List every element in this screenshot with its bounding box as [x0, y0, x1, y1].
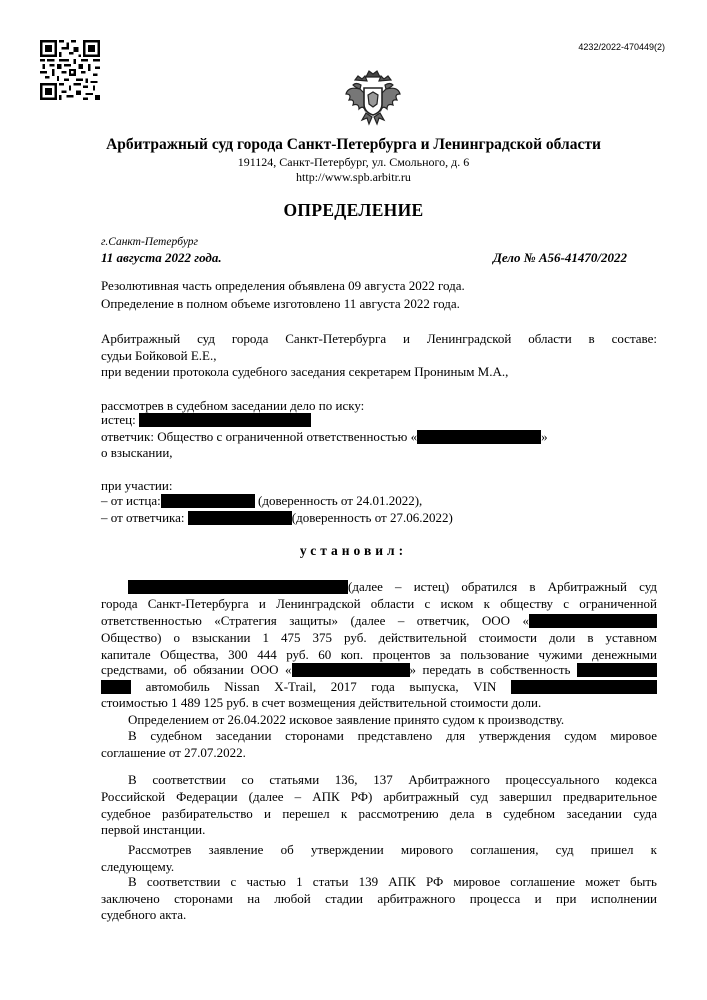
- attendance-plaintiff-suffix: (доверенность от 24.01.2022),: [258, 493, 423, 508]
- composition-line-2: судьи Бойковой Е.Е.,: [101, 348, 217, 363]
- body-p3-line-2: соглашение от 27.07.2022.: [101, 745, 246, 760]
- body-p4-line-4: первой инстанции.: [101, 822, 206, 837]
- body-p1-l3-text: ответственностью «Стратегия защиты» (далее – ответчик, ООО «: [101, 613, 529, 628]
- body-p1-l1-text: (далее – истец) обратился в Арбитражный суд: [348, 579, 657, 594]
- redaction-block: [139, 413, 311, 427]
- body-p1-line-4: Общество) о взыскании 1 475 375 руб. действительной стоимости доли в уставном: [101, 630, 657, 645]
- subject-line: о взыскании,: [101, 445, 173, 460]
- defendant-suffix: »: [541, 429, 548, 444]
- body-p2: Определением от 26.04.2022 исковое заявление принято судом к производству.: [128, 712, 565, 727]
- composition-line-3: при ведении протокола судебного заседания секретарем Прониным М.А.,: [101, 364, 509, 379]
- redaction-block: [161, 494, 255, 508]
- intro-line-1: Резолютивная часть определения объявлена 09 августа 2022 года.: [101, 278, 465, 293]
- decision-date: 11 августа 2022 года.: [101, 250, 222, 265]
- body-p1-l6-mid: » передать в собственность: [409, 662, 571, 677]
- redaction-block: [101, 680, 131, 694]
- qr-code: [40, 40, 100, 100]
- document-title: ОПРЕДЕЛЕНИЕ: [283, 200, 424, 220]
- plaintiff-line: [101, 412, 311, 428]
- redaction-block: [292, 663, 410, 677]
- redaction-block: [529, 614, 657, 628]
- redaction-block: [577, 663, 657, 677]
- body-p3-line-1: В судебном заседании сторонами представлено для утверждения судом мировое: [128, 728, 657, 743]
- body-p5-line-2: следующему.: [101, 859, 175, 874]
- body-p6-line-2: заключено сторонами на любой стадии арбитражного процесса и при исполнении: [101, 891, 657, 906]
- body-p1-line-7: [101, 679, 657, 695]
- document-number: 4232/2022-470449(2): [578, 42, 665, 52]
- body-p1-line-5: капитале Общества, 300 444 руб. 60 коп. процентов за пользование чужими денежными: [101, 647, 657, 662]
- considered-line: рассмотрев в судебном заседании дело по иску:: [101, 398, 365, 413]
- plaintiff-label: истец:: [101, 412, 136, 427]
- redaction-block: [188, 511, 292, 525]
- body-p1-line-2: города Санкт-Петербурга и Ленинградской области с иском к обществу с ограниченной: [101, 596, 657, 611]
- body-p6-line-1: В соответствии с частью 1 статьи 139 АПК РФ мировое соглашение может быть: [128, 874, 657, 889]
- body-p4-line-1: В соответствии со статьями 136, 137 Арбитражного процессуального кодекса: [128, 772, 657, 787]
- body-p1-line-8: стоимостью 1 489 125 руб. в счет возмещения действительной стоимости доли.: [101, 695, 542, 710]
- body-p1-line-1: [128, 579, 657, 595]
- body-p1-l6-prefix: средствами, об обязании ООО «: [101, 662, 292, 677]
- body-p5-line-1: Рассмотрев заявление об утверждении мирового соглашения, суд пришел к: [128, 842, 657, 857]
- redaction-block: [128, 580, 348, 594]
- body-p4-line-2: Российской Федерации (далее – АПК РФ) арбитражный суд завершил предварительное: [101, 789, 657, 804]
- established-heading: установил:: [299, 543, 408, 558]
- attendance-defendant-suffix: (доверенность от 27.06.2022): [291, 510, 453, 525]
- case-number: Дело № А56-41470/2022: [492, 250, 627, 265]
- body-p1-line-6: [101, 662, 657, 678]
- body-p4-line-3: судебное разбирательство и перешел к рассмотрению дела в судебном заседании суда: [101, 806, 657, 821]
- court-website: http://www.spb.arbitr.ru: [296, 170, 411, 184]
- body-p1-l7-text: автомобиль Nissan X-Trail, 2017 года выпуска, VIN: [145, 679, 497, 694]
- redaction-block: [417, 430, 541, 444]
- attendance-plaintiff: [101, 493, 422, 509]
- court-address: 191124, Санкт-Петербург, ул. Смольного, д. 6: [237, 155, 470, 169]
- defendant-line: [101, 429, 548, 445]
- intro-line-2: Определение в полном объеме изготовлено 11 августа 2022 года.: [101, 296, 460, 311]
- coat-of-arms-icon: [344, 68, 402, 128]
- composition-line-1: Арбитражный суд города Санкт-Петербурга и Ленинградской области в составе:: [101, 331, 657, 346]
- redaction-block: [511, 680, 657, 694]
- attendance-defendant-prefix: – от ответчика:: [101, 510, 185, 525]
- attendance-defendant: [101, 510, 453, 526]
- attendance-label: при участии:: [101, 478, 173, 493]
- body-p1-line-3: [101, 613, 657, 629]
- city: г.Санкт-Петербург: [101, 236, 199, 248]
- attendance-plaintiff-prefix: – от истца:: [101, 493, 161, 508]
- defendant-prefix: ответчик: Общество с ограниченной ответственностью «: [101, 429, 418, 444]
- body-p6-line-3: судебного акта.: [101, 907, 187, 922]
- court-name: Арбитражный суд города Санкт-Петербурга и Ленинградской области: [106, 136, 601, 153]
